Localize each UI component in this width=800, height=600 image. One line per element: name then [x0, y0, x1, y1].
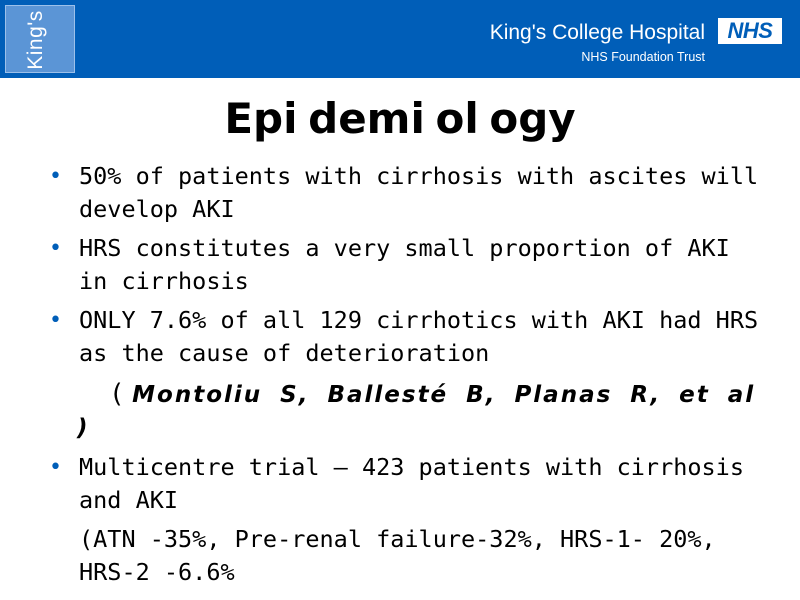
slide-content: [0, 160, 800, 589]
kings-logo-text: King's: [24, 10, 47, 70]
bullet-item: [0, 304, 800, 370]
bullet-text: ONLY 7.6% of all 129 cirrhotics with AKI had HRS as the cause of deterioration: [79, 306, 759, 367]
citation: [0, 378, 800, 445]
bullet-item: [0, 160, 800, 226]
bullet-text: Multicentre trial – 423 patients with cirrhosis and AKI: [79, 453, 744, 514]
nhs-logo: [718, 18, 782, 44]
bullet-text: HRS constitutes a very small proportion of AKI in cirrhosis: [79, 234, 730, 295]
bullet-item: [0, 451, 800, 517]
kings-logo: [5, 5, 75, 73]
slide-title: Epi demi ol ogy: [224, 94, 576, 143]
trust-name: NHS Foundation Trust: [581, 50, 705, 64]
hospital-name: King's College Hospital: [489, 21, 705, 44]
bullet-dot-icon: •: [49, 308, 62, 333]
bullet-item: [0, 232, 800, 298]
nhs-logo-text: NHS: [727, 18, 773, 43]
citation-open-paren: (: [109, 379, 125, 409]
bullet-dot-icon: •: [49, 455, 62, 480]
citation-close-paren: ): [77, 415, 88, 441]
bullet-text: 50% of patients with cirrhosis with ascites will develop AKI: [79, 162, 759, 223]
bullet-dot-icon: •: [49, 164, 62, 189]
header-bar: [0, 0, 800, 78]
sub-paragraph: (ATN -35%, Pre-renal failure-32%, HRS-1- 20%, HRS-2 -6.6%: [79, 525, 716, 586]
citation-text: Montoliu S, Ballesté B, Planas R, et al: [132, 382, 756, 408]
bullet-dot-icon: •: [49, 236, 62, 261]
